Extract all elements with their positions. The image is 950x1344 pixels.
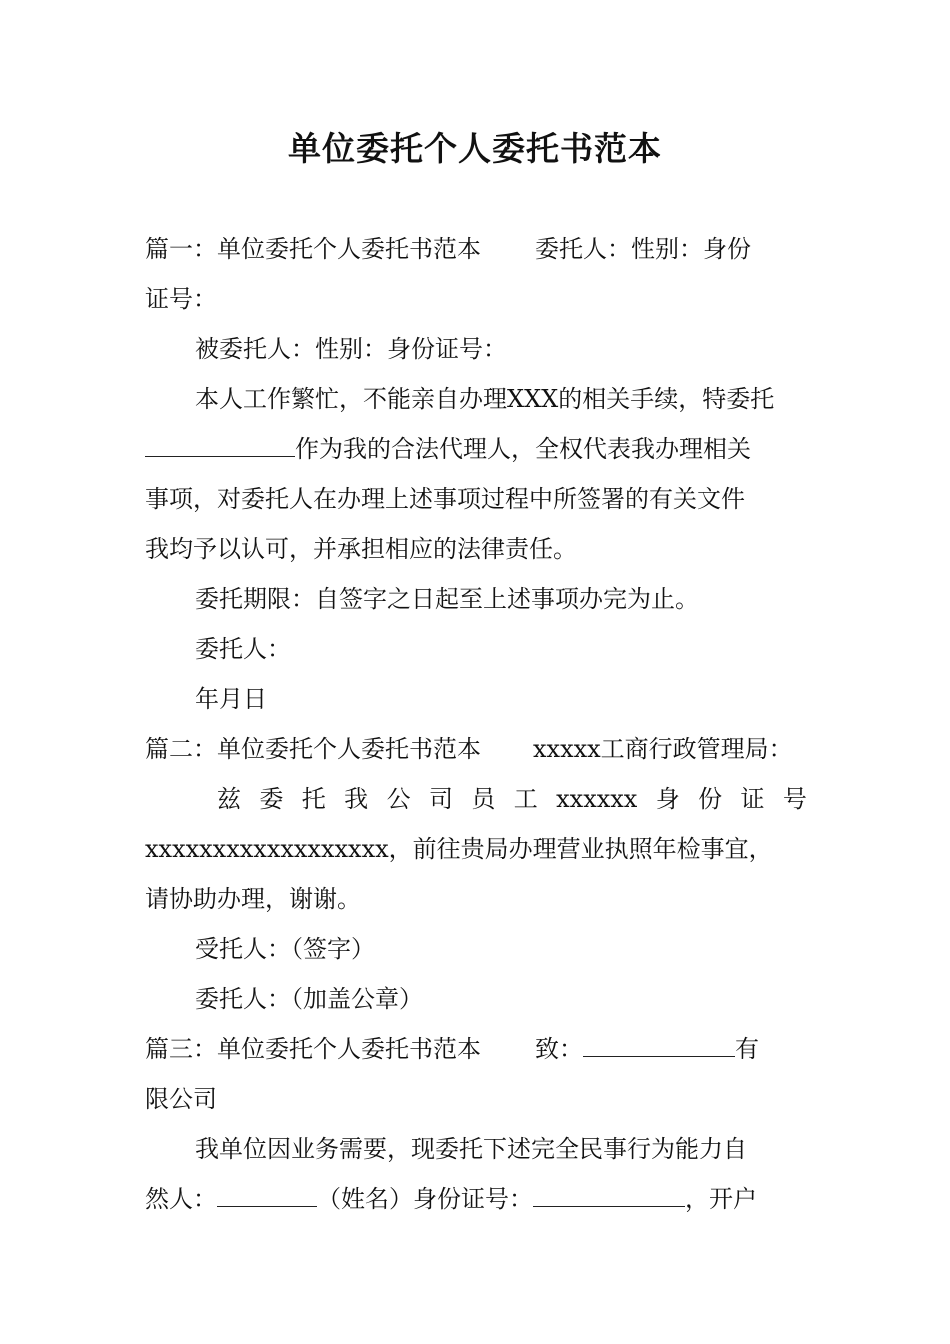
section-1-line-5	[145, 424, 807, 474]
justified-token: 证	[740, 785, 765, 813]
document-body	[145, 224, 807, 1224]
section-1-line-2: 证号：	[145, 285, 217, 313]
section-2-line-5: 受托人：（签字）	[195, 935, 375, 963]
justified-token: xxxxxx	[556, 785, 638, 813]
section-1-line-7: 我均予以认可，并承担相应的法律责任。	[145, 535, 577, 563]
section-2-line-1-tail: xxxxx工商行政管理局：	[533, 735, 793, 763]
section-3-line-1-end: 有	[735, 1035, 759, 1063]
section-1-line-1-tail: 委托人：性别：身份	[535, 235, 751, 263]
section-2-heading: 篇二：单位委托个人委托书范本	[145, 735, 481, 763]
justified-token: 司	[428, 785, 453, 813]
section-2-line-4: 请协助办理，谢谢。	[145, 885, 361, 913]
agent-name-blank	[145, 432, 295, 457]
justified-token: 公	[386, 785, 411, 813]
section-1-heading-line	[145, 224, 807, 274]
section-1-line-6: 事项，对委托人在办理上述事项过程中所签署的有关文件	[145, 485, 745, 513]
section-1-line-4: 本人工作繁忙，不能亲自办理XXX的相关手续，特委托	[195, 385, 775, 413]
id-number-blank	[533, 1182, 685, 1207]
section-1-line-3: 被委托人：性别：身份证号：	[195, 335, 507, 363]
section-3-line-4	[145, 1174, 807, 1224]
company-name-blank	[583, 1032, 735, 1057]
section-2-line-2	[145, 774, 807, 824]
justified-token: 员	[471, 785, 496, 813]
justified-token: 号	[782, 785, 807, 813]
justified-token: 身	[655, 785, 680, 813]
section-2-line-3: xxxxxxxxxxxxxxxxxx，前往贵局办理营业执照年检事宜，	[145, 835, 773, 863]
section-3-heading: 篇三：单位委托个人委托书范本	[145, 1035, 481, 1063]
section-1-line-10: 年月日	[195, 685, 267, 713]
section-1-heading: 篇一：单位委托个人委托书范本	[145, 235, 481, 263]
section-2-heading-line	[145, 724, 807, 774]
justified-token: 委	[259, 785, 284, 813]
section-3-line-3: 我单位因业务需要，现委托下述完全民事行为能力自	[195, 1135, 747, 1163]
section-3-line-2: 限公司	[145, 1085, 217, 1113]
section-3-line-1-mid: 致：	[535, 1035, 583, 1063]
section-3-line-4-a: 然人：	[145, 1185, 217, 1213]
section-3-line-4-c: ，开户	[685, 1185, 757, 1213]
section-3-line-4-b: （姓名）身份证号：	[317, 1185, 533, 1213]
justified-token: 托	[301, 785, 326, 813]
section-1-line-5-text: 作为我的合法代理人，全权代表我办理相关	[295, 435, 751, 463]
person-name-blank	[217, 1182, 317, 1207]
section-1-line-9: 委托人：	[195, 635, 291, 663]
section-3-heading-line	[145, 1024, 807, 1074]
justified-token: 工	[513, 785, 538, 813]
justified-token: 份	[698, 785, 723, 813]
justified-token: 我	[344, 785, 369, 813]
section-1-line-8: 委托期限：自签字之日起至上述事项办完为止。	[195, 585, 699, 613]
section-2-line-6: 委托人：（加盖公章）	[195, 985, 423, 1013]
justified-token: 兹	[217, 785, 241, 813]
document-title: 单位委托个人委托书范本	[288, 129, 662, 168]
